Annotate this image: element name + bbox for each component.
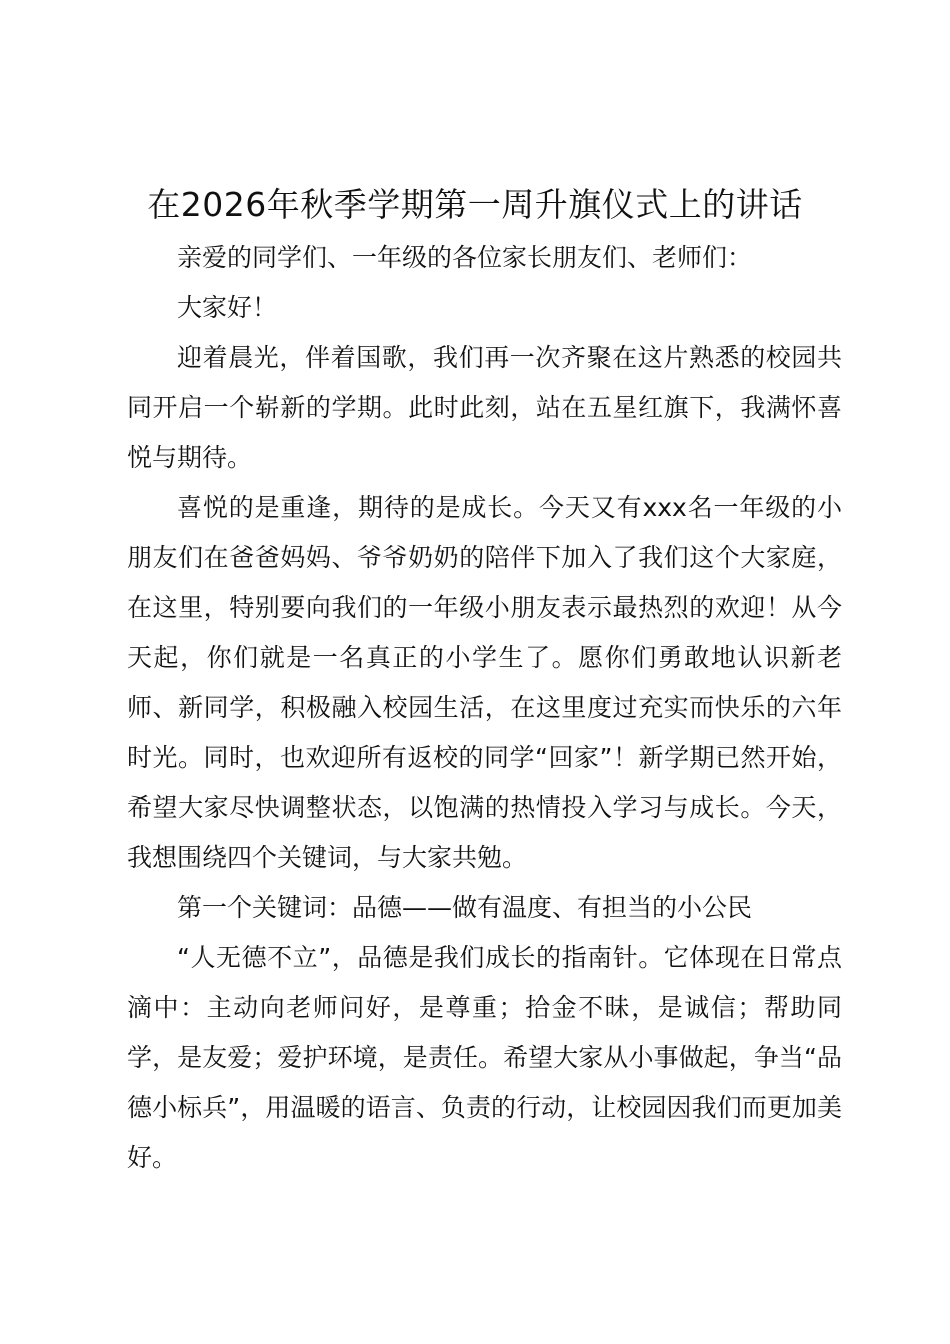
- document-title: 在2026年秋季学期第一周升旗仪式上的讲话: [147, 185, 803, 224]
- morality-paragraph: “人无德不立”，品德是我们成长的指南针。它体现在日常点滴中：主动向老师问好，是尊重；拾金不昧，是诚信；帮助同学，是友爱；爱护环境，是责任。希望大家从小事做起，争当“品德小标兵”，用温暖的语言、负责的行动，让校园因我们而更加美好。: [127, 943, 842, 1172]
- document-body: [127, 233, 842, 1183]
- salutation-paragraph: 亲爱的同学们、一年级的各位家长朋友们、老师们：: [177, 243, 753, 272]
- opening-paragraph: 迎着晨光，伴着国歌，我们再一次齐聚在这片熟悉的校园共同开启一个崭新的学期。此时此刻，站在五星红旗下，我满怀喜悦与期待。: [127, 343, 842, 472]
- greeting-paragraph: 大家好！: [177, 293, 278, 322]
- welcome-paragraph: 喜悦的是重逢，期待的是成长。今天又有xxx名一年级的小朋友们在爸爸妈妈、爷爷奶奶的陪伴下加入了我们这个大家庭，在这里，特别要向我们的一年级小朋友表示最热烈的欢迎！从今天起，你们就是一名真正的小学生了。愿你们勇敢地认识新老师、新同学，积极融入校园生活，在这里度过充实而快乐的六年时光。同时，也欢迎所有返校的同学“回家”！新学期已然开始，希望大家尽快调整状态，以饱满的热情投入学习与成长。今天，我想围绕四个关键词，与大家共勉。: [127, 493, 842, 872]
- keyword-heading-paragraph: 第一个关键词：品德——做有温度、有担当的小公民: [177, 893, 753, 922]
